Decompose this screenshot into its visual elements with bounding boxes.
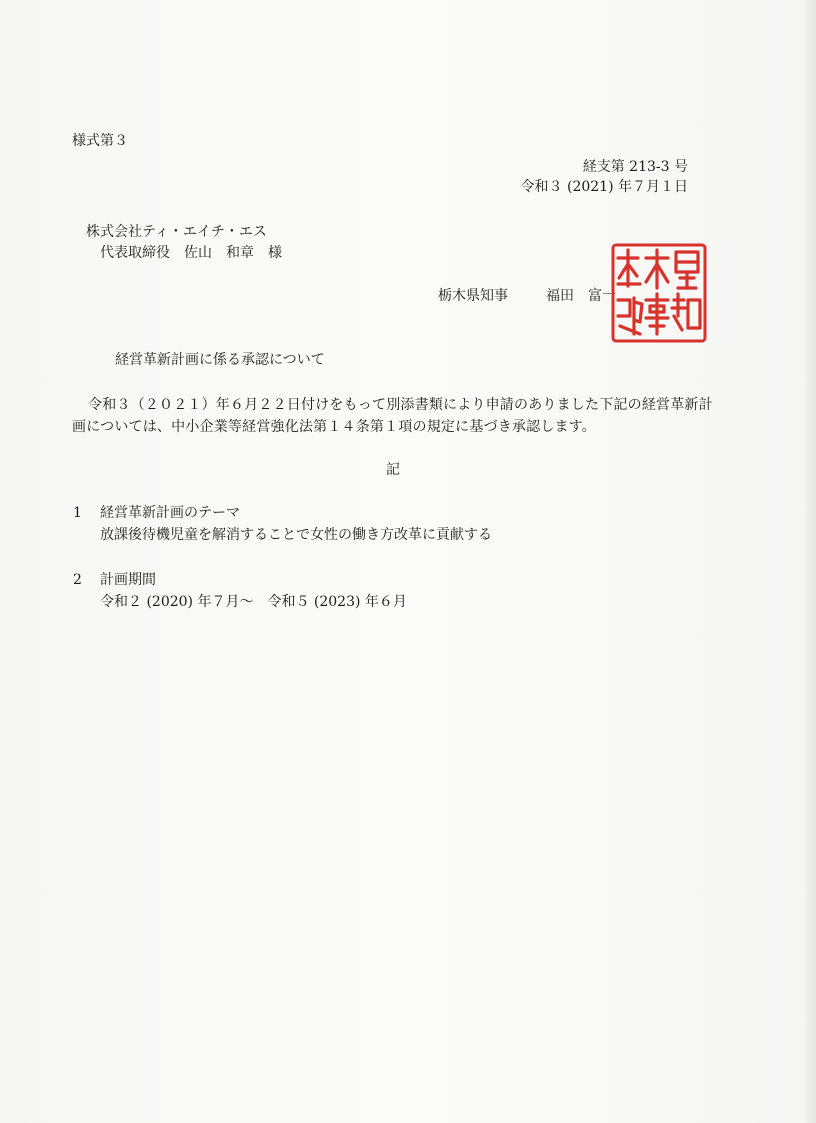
item-heading-period: 計画期間: [100, 572, 156, 588]
addressee-company: 株式会社ティ・エイチ・エス: [86, 224, 267, 240]
ki-heading: 記: [386, 462, 400, 478]
body-paragraph-line-1: 令和３（２０２１）年６月２２日付けをもって別添書類により申請のありました下記の経営革新計: [88, 397, 713, 413]
seal-glyphs: [618, 250, 700, 334]
subject-line: 経営革新計画に係る承認について: [115, 352, 325, 368]
item-heading-theme: 経営革新計画のテーマ: [100, 505, 240, 521]
document-number: 経支第 213-3 号: [582, 159, 688, 175]
page-edge-shadow: [802, 0, 816, 1123]
issuer-title: 栃木県知事: [438, 288, 508, 304]
form-number: 様式第３: [72, 133, 128, 149]
official-seal-stamp: [610, 242, 708, 344]
addressee-representative: 代表取締役 佐山 和章 様: [100, 245, 282, 261]
item-content-period: 令和２ (2020) 年７月～ 令和５ (2023) 年６月: [100, 594, 407, 610]
item-content-theme: 放課後待機児童を解消することで女性の働き方改革に貢献する: [100, 527, 492, 543]
item-number: 2: [73, 572, 82, 588]
body-paragraph-line-2: 画については、中小企業等経営強化法第１４条第１項の規定に基づき承認します。: [72, 419, 596, 435]
issuer-name: 福田 富一: [546, 288, 616, 304]
item-number: 1: [73, 505, 82, 521]
document-date: 令和３ (2021) 年７月１日: [520, 179, 688, 195]
